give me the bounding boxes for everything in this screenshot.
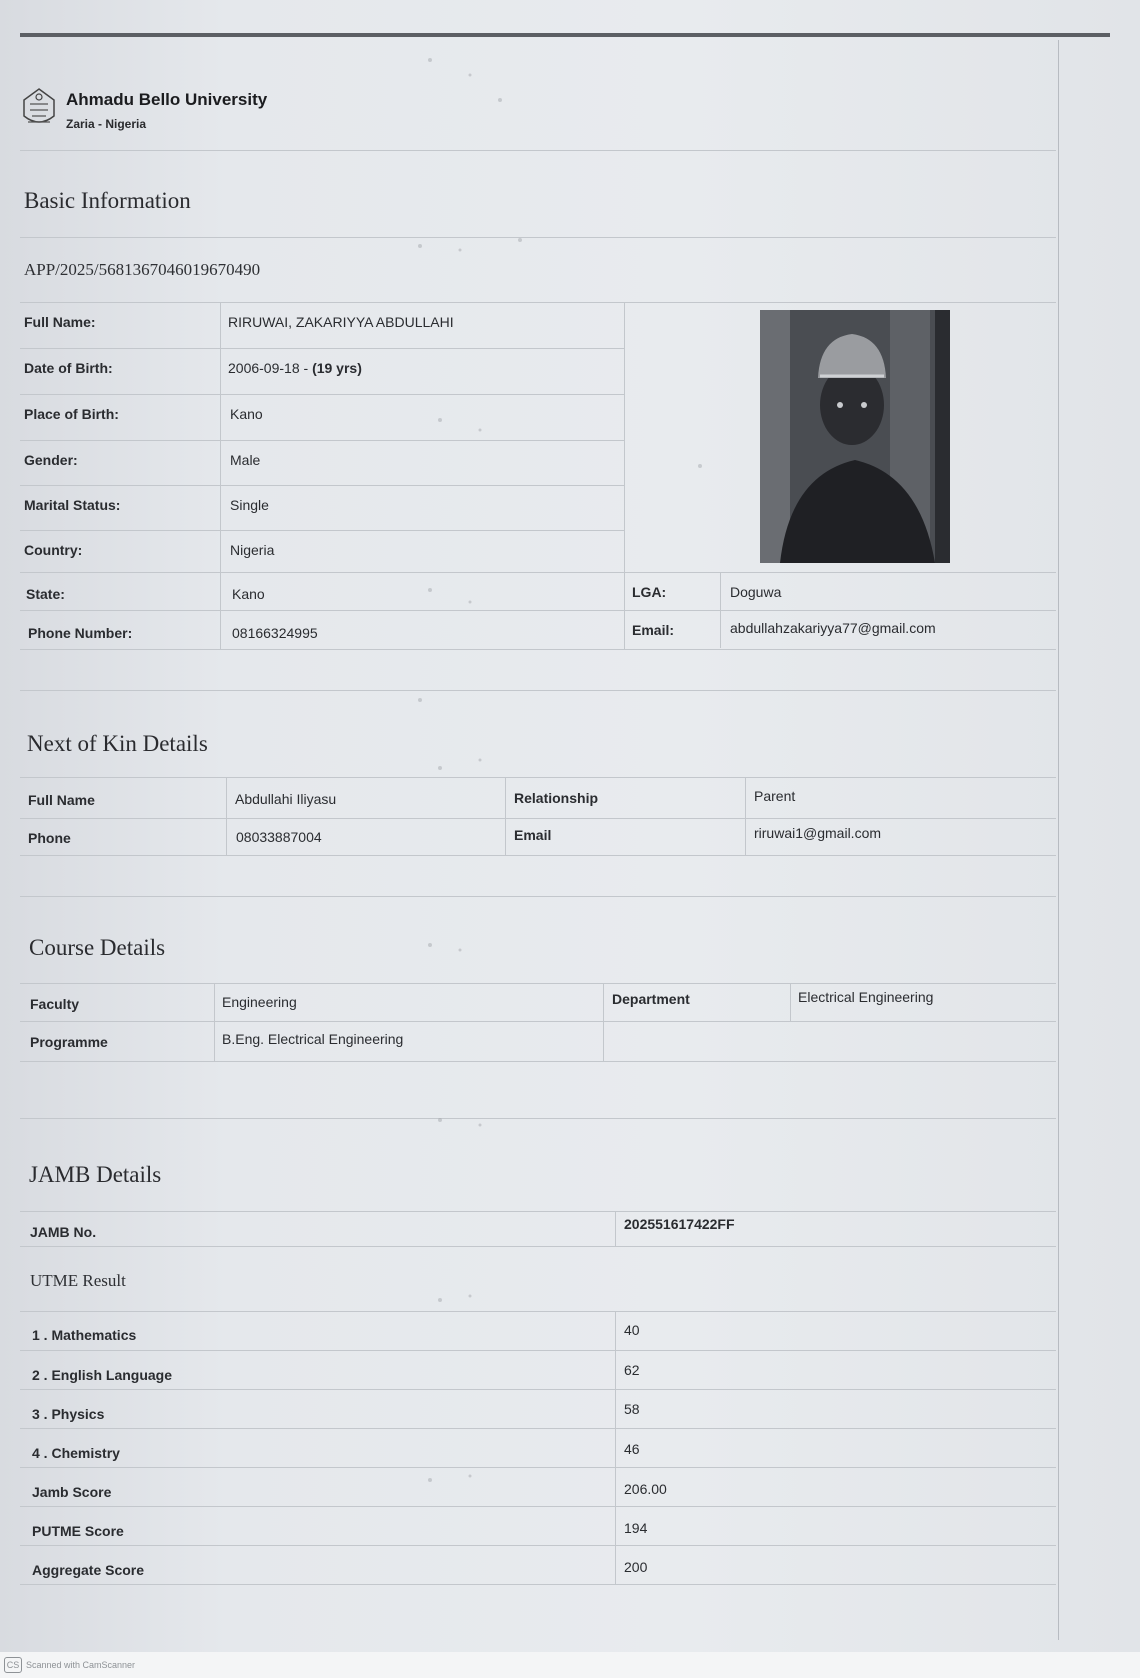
label-kin-full-name: Full Name (28, 792, 95, 808)
grid-line (226, 778, 227, 855)
value-kin-relationship: Parent (754, 788, 796, 804)
grid-line (20, 1311, 1056, 1312)
label-kin-email: Email (514, 827, 552, 843)
value-dob (228, 360, 362, 376)
value-programme: B.Eng. Electrical Engineering (222, 1031, 404, 1047)
value-kin-full-name: Abdullahi Iliyasu (235, 791, 337, 807)
label-subject-4: 4 . Chemistry (32, 1445, 120, 1461)
grid-line (20, 855, 1056, 856)
grid-line (20, 530, 624, 531)
scanner-footer (0, 1652, 1140, 1678)
value-subject-1: 40 (624, 1322, 640, 1338)
value-place-of-birth: Kano (230, 406, 263, 422)
label-state: State: (26, 586, 65, 602)
divider (20, 302, 1056, 303)
grid-line (20, 1061, 1056, 1062)
grid-line (505, 778, 506, 855)
label-department: Department (612, 991, 690, 1007)
grid-line (20, 440, 624, 441)
section-title-jamb: JAMB Details (29, 1162, 162, 1187)
label-kin-phone: Phone (28, 830, 71, 846)
label-jamb-score: Jamb Score (32, 1484, 112, 1500)
dob-date: 2006-09-18 - (228, 360, 313, 376)
grid-line (615, 1212, 616, 1246)
label-aggregate-score: Aggregate Score (32, 1562, 145, 1578)
label-email: Email: (632, 622, 675, 638)
grid-line (603, 984, 604, 1061)
grid-line (20, 394, 624, 395)
section-title-kin: Next of Kin Details (27, 731, 208, 756)
university-name: Ahmadu Bello University (66, 90, 268, 109)
divider (20, 237, 1056, 238)
grid-line (20, 348, 624, 349)
label-kin-relationship: Relationship (514, 790, 599, 806)
top-rule (20, 33, 1110, 37)
grid-line (20, 1545, 1056, 1546)
camscanner-icon: CS (4, 1657, 22, 1673)
label-lga: LGA: (632, 584, 667, 600)
grid-line (20, 1506, 1056, 1507)
value-marital-status: Single (230, 497, 269, 513)
utme-result-title: UTME Result (30, 1271, 126, 1290)
label-marital-status: Marital Status: (24, 497, 121, 513)
value-lga: Doguwa (730, 584, 782, 600)
divider (20, 1118, 1056, 1119)
label-putme-score: PUTME Score (32, 1523, 124, 1539)
grid-line (20, 1350, 1056, 1351)
label-full-name: Full Name: (24, 314, 96, 330)
application-id: APP/2025/5681367046019670490 (24, 260, 261, 279)
label-gender: Gender: (24, 452, 78, 468)
grid-line (20, 1021, 1056, 1022)
label-subject-2: 2 . English Language (32, 1367, 173, 1383)
university-location: Zaria - Nigeria (66, 117, 147, 131)
grid-line (20, 777, 1056, 778)
value-subject-2: 62 (624, 1362, 640, 1378)
value-kin-email: riruwai1@gmail.com (754, 825, 882, 841)
right-margin-line (1058, 40, 1059, 1640)
label-programme: Programme (30, 1034, 108, 1050)
section-title-course: Course Details (29, 935, 166, 960)
value-subject-3: 58 (624, 1401, 640, 1417)
label-jamb-number: JAMB No. (30, 1224, 97, 1240)
label-country: Country: (24, 542, 83, 558)
value-department: Electrical Engineering (798, 989, 934, 1005)
grid-line (20, 1246, 1056, 1247)
grid-line (624, 303, 625, 649)
passport-photo (760, 310, 950, 563)
value-subject-4: 46 (624, 1441, 640, 1457)
value-state: Kano (232, 586, 265, 602)
grid-line (790, 984, 791, 1021)
grid-line (615, 1312, 616, 1584)
value-jamb-number: 202551617422FF (624, 1216, 735, 1232)
grid-line (20, 485, 624, 486)
university-crest-icon (20, 86, 58, 130)
grid-line (20, 1389, 1056, 1390)
value-email: abdullahzakariyya77@gmail.com (730, 620, 936, 636)
label-dob: Date of Birth: (24, 360, 113, 376)
divider (20, 896, 1056, 897)
grid-line (20, 983, 1056, 984)
value-faculty: Engineering (222, 994, 297, 1010)
grid-line (20, 818, 1056, 819)
grid-line (20, 1428, 1056, 1429)
dob-age: (19 yrs) (312, 360, 362, 376)
grid-line (220, 303, 221, 649)
value-gender: Male (230, 452, 261, 468)
value-jamb-score: 206.00 (624, 1481, 667, 1497)
grid-line (20, 1211, 1056, 1212)
scanner-watermark (4, 1657, 135, 1673)
value-putme-score: 194 (624, 1520, 648, 1536)
value-phone: 08166324995 (232, 625, 318, 641)
label-faculty: Faculty (30, 996, 80, 1012)
divider (20, 150, 1056, 151)
value-kin-phone: 08033887004 (236, 829, 322, 845)
value-aggregate-score: 200 (624, 1559, 648, 1575)
grid-line (20, 649, 1056, 650)
scanner-text: Scanned with CamScanner (26, 1660, 136, 1670)
value-full-name: RIRUWAI, ZAKARIYYA ABDULLAHI (228, 314, 454, 330)
grid-line (20, 610, 1056, 611)
grid-line (20, 1467, 1056, 1468)
value-country: Nigeria (230, 542, 275, 558)
label-subject-1: 1 . Mathematics (32, 1327, 137, 1343)
label-phone: Phone Number: (28, 625, 133, 641)
grid-line (214, 984, 215, 1061)
label-subject-3: 3 . Physics (32, 1406, 105, 1422)
divider (20, 690, 1056, 691)
grid-line (20, 1584, 1056, 1585)
grid-line (745, 778, 746, 855)
grid-line (20, 572, 1056, 573)
section-title-basic: Basic Information (24, 188, 191, 213)
label-place-of-birth: Place of Birth: (24, 406, 119, 422)
